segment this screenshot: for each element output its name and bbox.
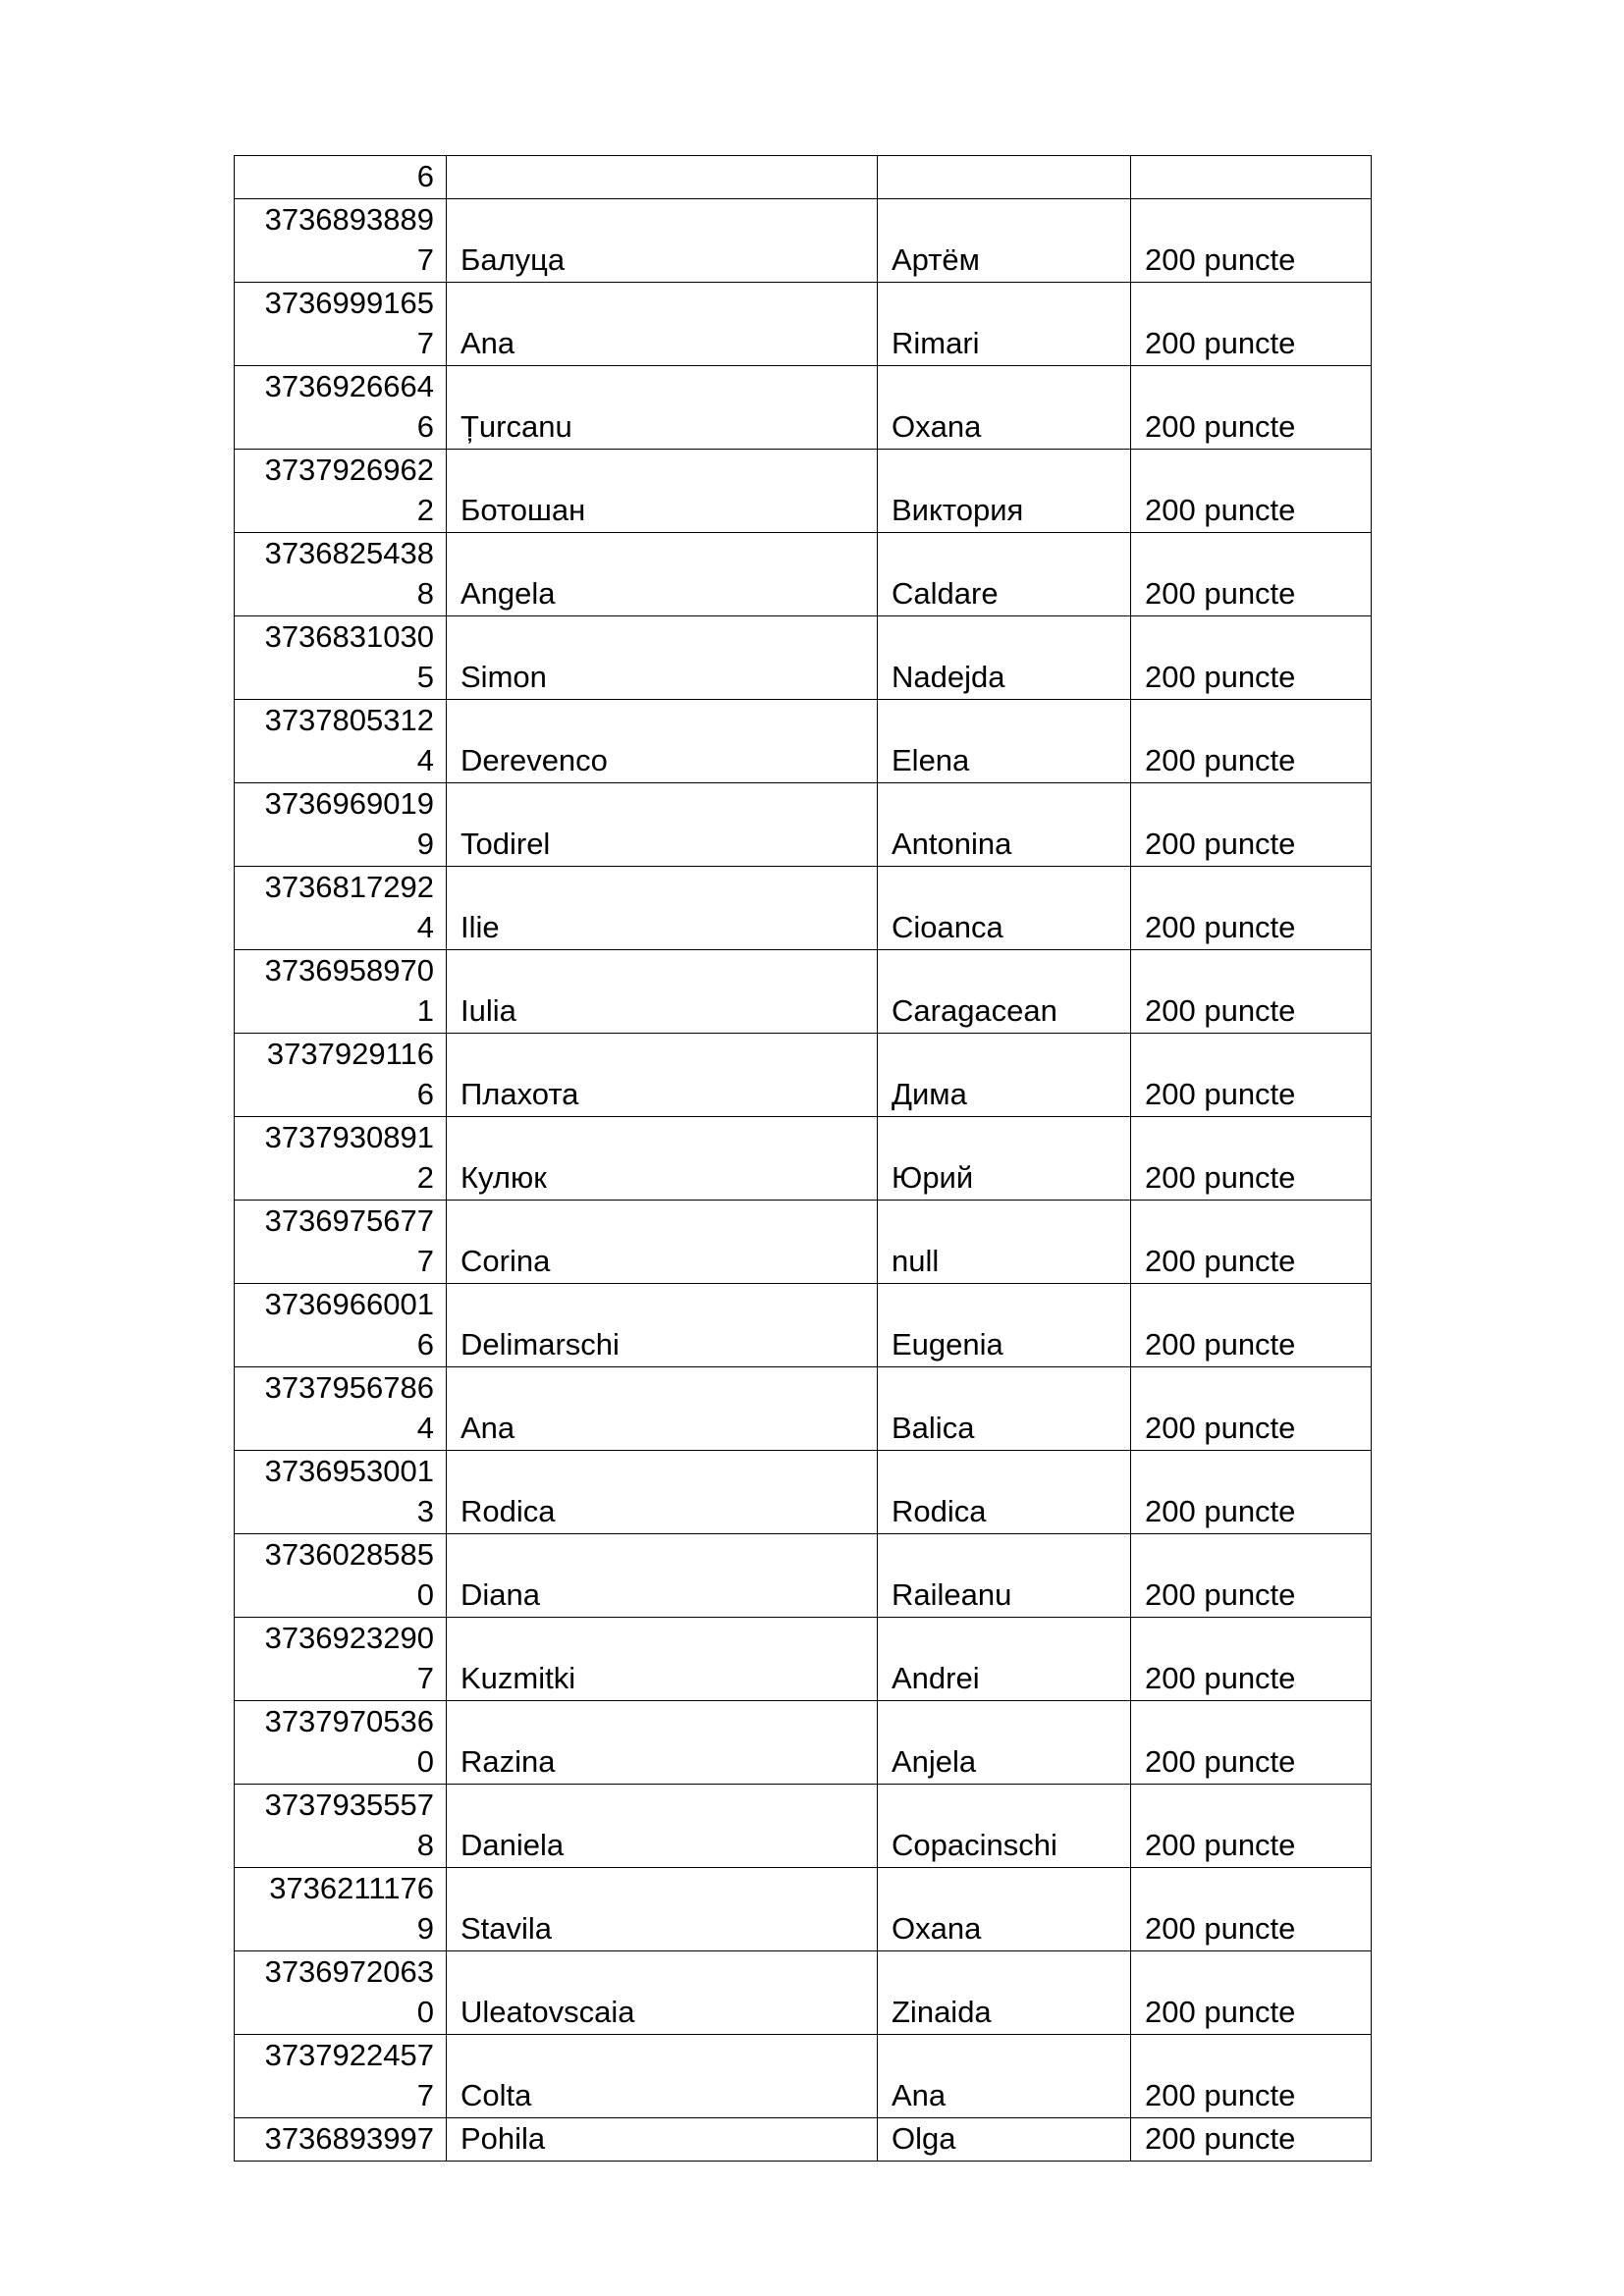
phone-cell [235, 867, 447, 950]
table-row [235, 700, 1372, 783]
surname-cell: Razina [447, 1701, 878, 1785]
name-cell: Дима [878, 1034, 1131, 1117]
surname-cell: Кулюк [447, 1117, 878, 1201]
table-body [235, 156, 1372, 2162]
points-cell: 200 puncte [1131, 1618, 1372, 1701]
surname-cell: Țurcanu [447, 366, 878, 450]
points-cell: 200 puncte [1131, 867, 1372, 950]
points-cell: 200 puncte [1131, 1367, 1372, 1451]
surname-cell: Angela [447, 533, 878, 616]
surname-cell: Ana [447, 283, 878, 366]
points-cell: 200 puncte [1131, 950, 1372, 1034]
phone-cell [235, 199, 447, 283]
phone-head: 3737926962 [264, 453, 434, 487]
surname-cell: Stavila [447, 1868, 878, 1951]
phone-cell [235, 2035, 447, 2118]
name-cell: Zinaida [878, 1951, 1131, 2035]
points-cell: 200 puncte [1131, 1868, 1372, 1951]
phone-cell [235, 1034, 447, 1117]
points-cell: 200 puncte [1131, 283, 1372, 366]
phone-cell [235, 1534, 447, 1618]
points-cell: 200 puncte [1131, 2035, 1372, 2118]
phone-head: 3737956786 [264, 1370, 434, 1405]
surname-cell: Плахота [447, 1034, 878, 1117]
table-row [235, 1201, 1372, 1284]
phone-cell [235, 1201, 447, 1284]
phone-cell [235, 1701, 447, 1785]
phone-tail: 7 [416, 1244, 434, 1278]
points-cell: 200 puncte [1131, 616, 1372, 700]
name-cell: Elena [878, 700, 1131, 783]
phone-cell [235, 700, 447, 783]
table-row [235, 1701, 1372, 1785]
name-cell: Eugenia [878, 1284, 1131, 1367]
name-cell: Oxana [878, 366, 1131, 450]
phone-tail: 9 [416, 827, 434, 861]
phone-head: 3737970536 [264, 1704, 434, 1738]
phone-tail: 3 [416, 1494, 434, 1528]
name-cell: Caragacean [878, 950, 1131, 1034]
phone-cell: 3736893997 [235, 2118, 447, 2162]
phone-head: 3737930891 [264, 1120, 434, 1154]
phone-tail: 6 [416, 1077, 434, 1111]
phone-head: 3736958970 [264, 953, 434, 988]
table-row [235, 283, 1372, 366]
points-cell: 200 puncte [1131, 450, 1372, 533]
points-cell: 200 puncte [1131, 1451, 1372, 1534]
surname-cell: Todirel [447, 783, 878, 867]
points-cell: 200 puncte [1131, 199, 1372, 283]
name-cell: Olga [878, 2118, 1131, 2162]
phone-head: 3736972063 [264, 1954, 434, 1989]
surname-cell: Iulia [447, 950, 878, 1034]
phone-cell [235, 1451, 447, 1534]
table-row [235, 1367, 1372, 1451]
phone-cell [235, 1951, 447, 2035]
name-cell: Antonina [878, 783, 1131, 867]
phone-tail: 5 [416, 660, 434, 694]
name-cell: Юрий [878, 1117, 1131, 1201]
table-row [235, 1951, 1372, 2035]
points-cell [1131, 156, 1372, 199]
phone-cell [235, 156, 447, 199]
name-cell [878, 156, 1131, 199]
phone-tail: 6 [416, 409, 434, 444]
phone-tail: 8 [416, 1828, 434, 1862]
name-cell: Cioanca [878, 867, 1131, 950]
phone-cell [235, 616, 447, 700]
phone-tail: 4 [416, 743, 434, 777]
surname-cell: Uleatovscaia [447, 1951, 878, 2035]
phone-cell [235, 283, 447, 366]
surname-cell [447, 156, 878, 199]
points-cell: 200 puncte [1131, 1034, 1372, 1117]
phone-tail: 0 [416, 1577, 434, 1612]
surname-cell: Ana [447, 1367, 878, 1451]
phone-tail: 1 [416, 993, 434, 1028]
surname-cell: Simon [447, 616, 878, 700]
table-row [235, 1117, 1372, 1201]
phone-tail: 9 [416, 1911, 434, 1946]
phone-head: 3736953001 [264, 1454, 434, 1488]
table-row [235, 450, 1372, 533]
surname-cell: Балуца [447, 199, 878, 283]
phone-cell [235, 1117, 447, 1201]
points-cell: 200 puncte [1131, 1201, 1372, 1284]
table-row [235, 1868, 1372, 1951]
phone-tail: 6 [416, 1327, 434, 1362]
table-row [235, 199, 1372, 283]
points-cell: 200 puncte [1131, 1117, 1372, 1201]
name-cell: null [878, 1201, 1131, 1284]
table-row [235, 2035, 1372, 2118]
table-row [235, 1284, 1372, 1367]
name-cell: Caldare [878, 533, 1131, 616]
phone-head: 3736969019 [264, 786, 434, 821]
name-cell: Oxana [878, 1868, 1131, 1951]
table-row [235, 616, 1372, 700]
phone-tail: 7 [416, 1661, 434, 1695]
table-row [235, 1618, 1372, 1701]
table-row [235, 783, 1372, 867]
phone-cell [235, 1284, 447, 1367]
name-cell: Ana [878, 2035, 1131, 2118]
points-cell: 200 puncte [1131, 366, 1372, 450]
phone-head: 3736975677 [264, 1203, 434, 1238]
phone-tail: 0 [416, 1744, 434, 1779]
phone-head: 3736211176 [269, 1871, 434, 1905]
table-row [235, 366, 1372, 450]
phone-head: 3736999165 [264, 286, 434, 320]
phone-tail: 6 [416, 159, 434, 193]
points-cell: 200 puncte [1131, 2118, 1372, 2162]
phone-tail: 7 [416, 242, 434, 277]
points-cell: 200 puncte [1131, 783, 1372, 867]
name-cell: Anjela [878, 1701, 1131, 1785]
phone-head: 3736817292 [264, 870, 434, 904]
phone-cell [235, 1785, 447, 1868]
phone-head: 3736825438 [264, 536, 434, 570]
surname-cell: Daniela [447, 1785, 878, 1868]
phone-head: 3737805312 [264, 703, 434, 737]
name-cell: Артём [878, 199, 1131, 283]
name-cell: Nadejda [878, 616, 1131, 700]
surname-cell: Derevenco [447, 700, 878, 783]
surname-cell: Rodica [447, 1451, 878, 1534]
table-row [235, 1534, 1372, 1618]
surname-cell: Pohila [447, 2118, 878, 2162]
phone-tail: 4 [416, 1411, 434, 1445]
phone-cell [235, 1367, 447, 1451]
phone-tail: 4 [416, 910, 434, 944]
phone-head: 3736926664 [264, 369, 434, 403]
surname-cell: Delimarschi [447, 1284, 878, 1367]
phone-cell [235, 450, 447, 533]
phone-head: 3736923290 [264, 1621, 434, 1655]
name-cell: Rimari [878, 283, 1131, 366]
points-cell: 200 puncte [1131, 1701, 1372, 1785]
table-row [235, 1785, 1372, 1868]
phone-head: 3736966001 [264, 1287, 434, 1321]
table-row [235, 1451, 1372, 1534]
points-cell: 200 puncte [1131, 1951, 1372, 2035]
phone-tail: 2 [416, 493, 434, 527]
phone-head: 3737935557 [264, 1788, 434, 1822]
points-cell: 200 puncte [1131, 1284, 1372, 1367]
name-cell: Balica [878, 1367, 1131, 1451]
table-row [235, 950, 1372, 1034]
phone-cell [235, 783, 447, 867]
name-cell: Raileanu [878, 1534, 1131, 1618]
table-row [235, 156, 1372, 199]
table-row [235, 533, 1372, 616]
surname-cell: Kuzmitki [447, 1618, 878, 1701]
surname-cell: Colta [447, 2035, 878, 2118]
phone-head: 3736893889 [264, 202, 434, 237]
points-cell: 200 puncte [1131, 1785, 1372, 1868]
points-cell: 200 puncte [1131, 533, 1372, 616]
phone-tail: 0 [416, 1995, 434, 2029]
phone-tail: 7 [416, 326, 434, 360]
phone-cell [235, 1618, 447, 1701]
phone-head: 3737929116 [266, 1037, 434, 1071]
phone-cell [235, 950, 447, 1034]
surname-cell: Ботошан [447, 450, 878, 533]
phone-cell [235, 366, 447, 450]
phone-tail: 2 [416, 1160, 434, 1195]
results-table [234, 155, 1372, 2162]
table-row [235, 2118, 1372, 2162]
name-cell: Copacinschi [878, 1785, 1131, 1868]
points-cell: 200 puncte [1131, 700, 1372, 783]
surname-cell: Ilie [447, 867, 878, 950]
phone-cell [235, 533, 447, 616]
phone-head: 3736028585 [264, 1537, 434, 1572]
phone-tail: 8 [416, 576, 434, 611]
phone-head: 3736831030 [264, 619, 434, 654]
surname-cell: Diana [447, 1534, 878, 1618]
phone-head: 3737922457 [264, 2038, 434, 2072]
table-row [235, 867, 1372, 950]
name-cell: Andrei [878, 1618, 1131, 1701]
phone-tail: 7 [416, 2078, 434, 2112]
surname-cell: Corina [447, 1201, 878, 1284]
phone-cell [235, 1868, 447, 1951]
name-cell: Виктория [878, 450, 1131, 533]
points-cell: 200 puncte [1131, 1534, 1372, 1618]
table-row [235, 1034, 1372, 1117]
name-cell: Rodica [878, 1451, 1131, 1534]
